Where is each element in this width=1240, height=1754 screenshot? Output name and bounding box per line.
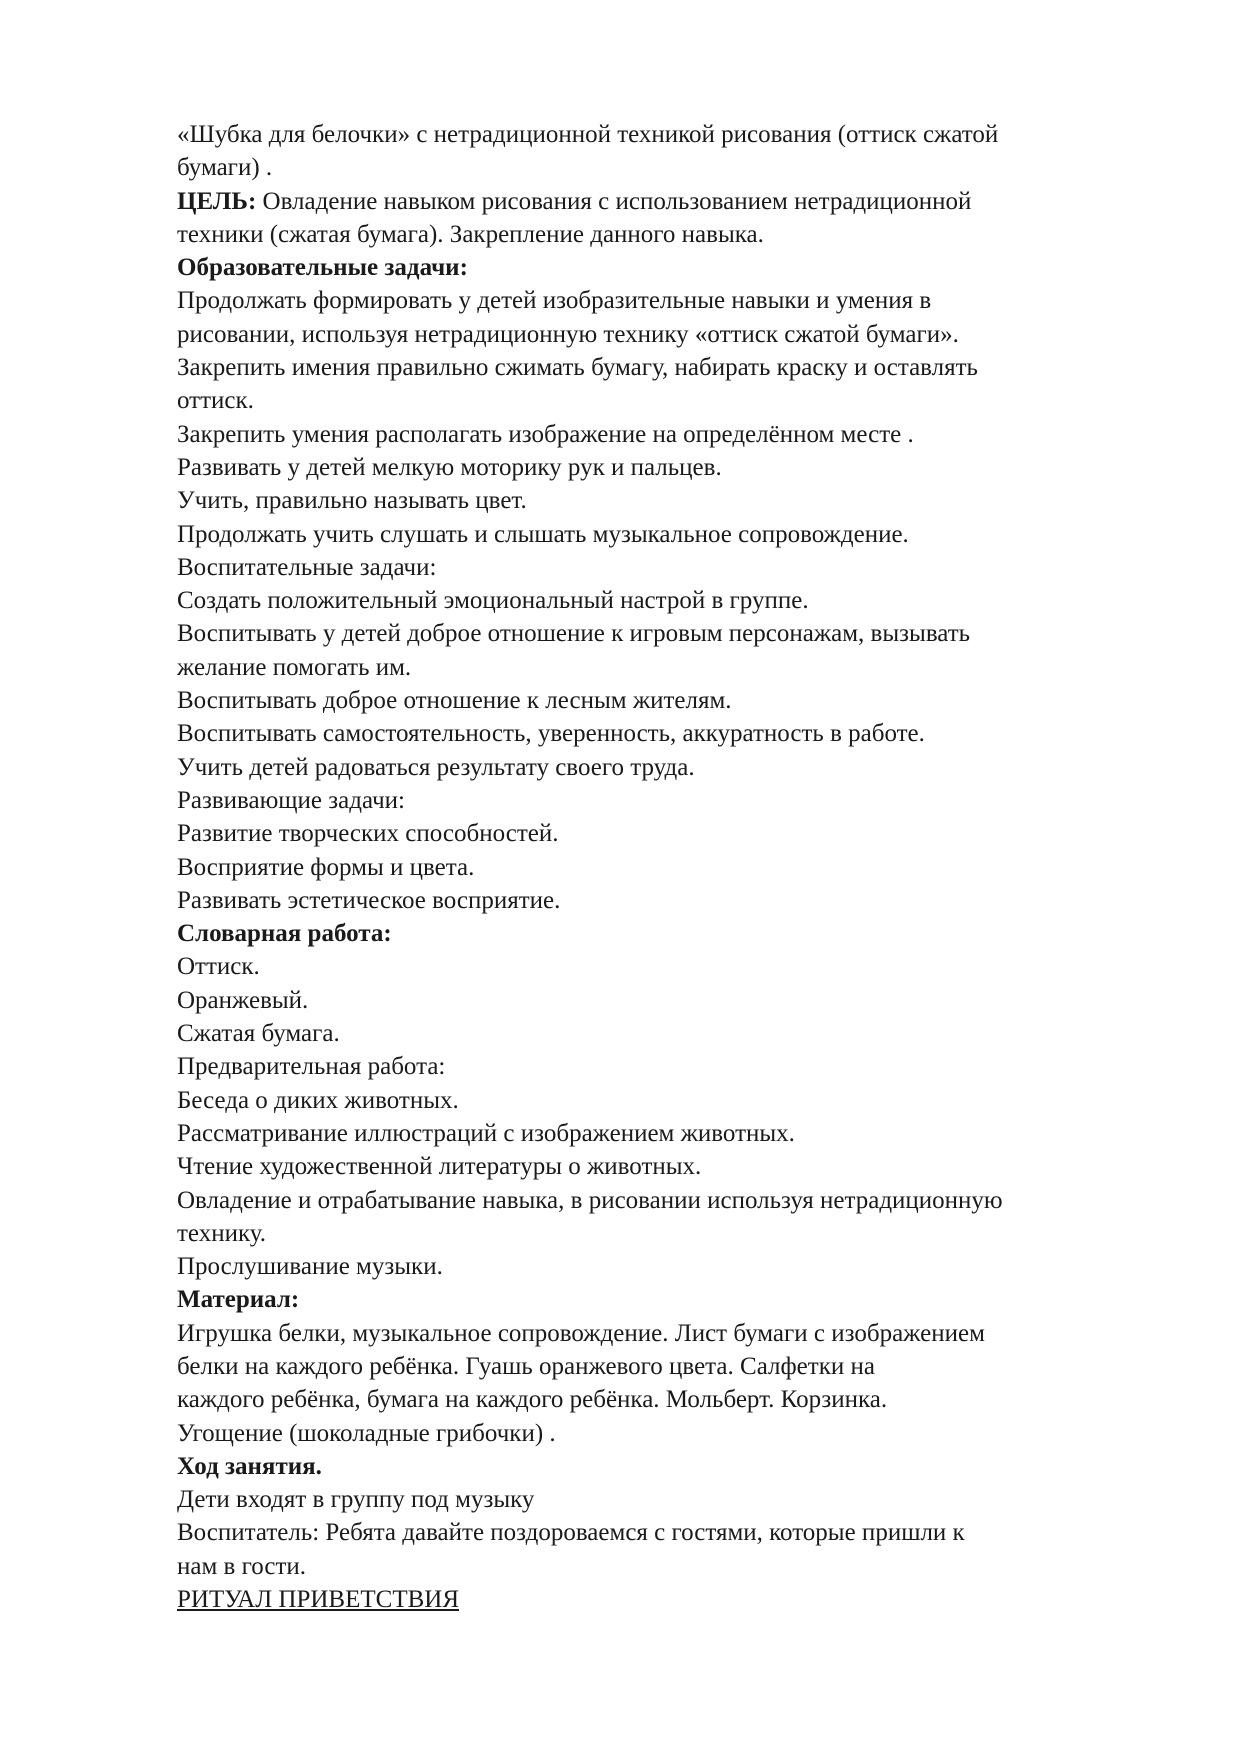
body-text: желание помогать им. bbox=[177, 653, 412, 681]
text-line bbox=[177, 684, 1157, 717]
body-text: Рассматривание иллюстраций с изображением животных. bbox=[177, 1119, 795, 1147]
text-line bbox=[177, 1017, 1157, 1050]
text-line bbox=[177, 1117, 1157, 1150]
text-line bbox=[177, 1383, 1157, 1416]
body-text: рисовании, используя нетрадиционную технику «оттиск сжатой бумаги». bbox=[177, 320, 959, 348]
body-text: Закрепить умения располагать изображение на определённом месте . bbox=[177, 420, 914, 448]
body-text: Воспитатель: Ребята давайте поздороваемся с гостями, которые пришли к bbox=[177, 1519, 965, 1547]
body-text: техники (сжатая бумага). Закрепление данного навыка. bbox=[177, 220, 764, 248]
text-line bbox=[177, 484, 1157, 517]
heading-text: ЦЕЛЬ: bbox=[177, 187, 257, 215]
body-text: Восприятие формы и цвета. bbox=[177, 853, 475, 881]
text-line bbox=[177, 851, 1157, 884]
text-line bbox=[177, 518, 1157, 551]
body-text: Воспитывать доброе отношение к лесным жителям. bbox=[177, 687, 732, 715]
heading-text: Материал: bbox=[177, 1286, 300, 1314]
heading-text: Образовательные задачи: bbox=[177, 254, 468, 282]
text-line bbox=[177, 1317, 1157, 1350]
body-text: Оранжевый. bbox=[177, 986, 309, 1014]
body-text: Игрушка белки, музыкальное сопровождение. Лист бумаги с изображением bbox=[177, 1319, 985, 1347]
text-line bbox=[177, 1250, 1157, 1283]
text-line bbox=[177, 784, 1157, 817]
body-text: бумаги) . bbox=[177, 154, 273, 182]
text-line bbox=[177, 1417, 1157, 1450]
text-line bbox=[177, 917, 1157, 950]
text-line bbox=[177, 617, 1157, 650]
heading-text: Словарная работа: bbox=[177, 920, 392, 948]
body-text: Чтение художественной литературы о животных. bbox=[177, 1153, 702, 1181]
body-text: Развивающие задачи: bbox=[177, 786, 405, 814]
body-text: Учить детей радоваться результату своего труда. bbox=[177, 753, 695, 781]
body-text: Дети входят в группу под музыку bbox=[177, 1486, 535, 1514]
body-text: Прослушивание музыки. bbox=[177, 1253, 443, 1281]
text-line bbox=[177, 884, 1157, 917]
body-text: Закрепить имения правильно сжимать бумагу, набирать краску и оставлять bbox=[177, 354, 978, 382]
text-line bbox=[177, 451, 1157, 484]
body-text: Воспитывать самостоятельность, уверенность, аккуратность в работе. bbox=[177, 720, 925, 748]
text-line bbox=[177, 318, 1157, 351]
text-line bbox=[177, 1483, 1157, 1516]
text-line bbox=[177, 1550, 1157, 1583]
text-line bbox=[177, 351, 1157, 384]
text-line bbox=[177, 984, 1157, 1017]
body-text: Создать положительный эмоциональный настрой в группе. bbox=[177, 587, 809, 615]
text-line bbox=[177, 950, 1157, 983]
body-text: Продолжать формировать у детей изобразительные навыки и умения в bbox=[177, 287, 932, 315]
body-text: Развивать у детей мелкую моторику рук и пальцев. bbox=[177, 453, 722, 481]
body-text: нам в гости. bbox=[177, 1552, 307, 1580]
body-text: Воспитывать у детей доброе отношение к игровым персонажам, вызывать bbox=[177, 620, 971, 648]
text-line bbox=[177, 717, 1157, 750]
text-line bbox=[177, 118, 1157, 151]
document-body bbox=[177, 118, 1157, 1616]
text-line bbox=[177, 1150, 1157, 1183]
text-line bbox=[177, 1450, 1157, 1483]
text-line bbox=[177, 151, 1157, 184]
text-line bbox=[177, 1350, 1157, 1383]
body-text: Продолжать учить слушать и слышать музыкальное сопровождение. bbox=[177, 520, 909, 548]
text-line bbox=[177, 384, 1157, 417]
body-text: оттиск. bbox=[177, 387, 254, 415]
text-line bbox=[177, 651, 1157, 684]
underlined-heading-text: РИТУАЛ ПРИВЕТСТВИЯ bbox=[177, 1586, 459, 1614]
body-text: Развивать эстетическое восприятие. bbox=[177, 886, 561, 914]
body-text: «Шубка для белочки» с нетрадиционной техникой рисования (оттиск сжатой bbox=[177, 121, 999, 148]
body-text: Воспитательные задачи: bbox=[177, 553, 437, 581]
heading-text: Ход занятия. bbox=[177, 1452, 322, 1480]
text-line bbox=[177, 551, 1157, 584]
text-line bbox=[177, 1184, 1157, 1217]
text-line bbox=[177, 218, 1157, 251]
body-text: Беседа о диких животных. bbox=[177, 1086, 459, 1114]
text-line bbox=[177, 185, 1157, 218]
text-line bbox=[177, 751, 1157, 784]
body-text: Овладение и отрабатывание навыка, в рисовании используя нетрадиционную bbox=[177, 1186, 1003, 1214]
body-text: Развитие творческих способностей. bbox=[177, 820, 559, 848]
body-text: Овладение навыком рисования с использованием нетрадиционной bbox=[256, 187, 972, 215]
body-text: Учить, правильно называть цвет. bbox=[177, 487, 527, 515]
text-line bbox=[177, 1516, 1157, 1549]
text-line bbox=[177, 1583, 1157, 1616]
text-line bbox=[177, 284, 1157, 317]
text-line bbox=[177, 584, 1157, 617]
body-text: Угощение (шоколадные грибочки) . bbox=[177, 1419, 556, 1447]
body-text: каждого ребёнка, бумага на каждого ребёнка. Мольберт. Корзинка. bbox=[177, 1386, 888, 1414]
body-text: Сжатая бумага. bbox=[177, 1020, 340, 1048]
body-text: технику. bbox=[177, 1219, 266, 1247]
body-text: Предварительная работа: bbox=[177, 1053, 446, 1081]
text-line bbox=[177, 1050, 1157, 1083]
text-line bbox=[177, 1084, 1157, 1117]
text-line bbox=[177, 251, 1157, 284]
text-line bbox=[177, 817, 1157, 850]
text-line bbox=[177, 1283, 1157, 1316]
text-line bbox=[177, 1217, 1157, 1250]
body-text: Оттиск. bbox=[177, 953, 260, 981]
body-text: белки на каждого ребёнка. Гуашь оранжевого цвета. Салфетки на bbox=[177, 1352, 875, 1380]
text-line bbox=[177, 418, 1157, 451]
